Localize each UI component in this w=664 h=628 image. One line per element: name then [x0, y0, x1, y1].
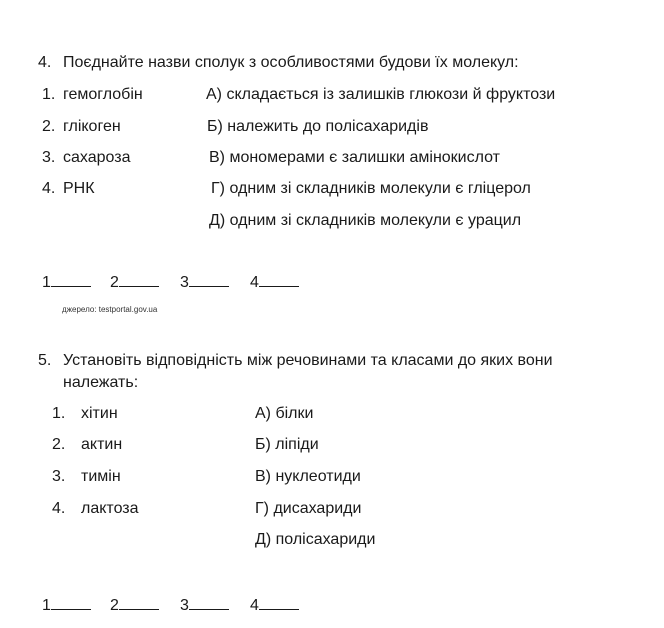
q4-option-d: Г) одним зі складників молекули є гліцерол [211, 180, 531, 197]
q5-option-d: Г) дисахариди [255, 500, 362, 517]
q4-question: Поєднайте назви сполук з особливостями будови їх молекул: [63, 54, 519, 71]
q5-answer-label-4: 4 [250, 597, 259, 614]
q5-answer-1[interactable] [42, 595, 91, 616]
q4-answer-4[interactable] [250, 272, 299, 293]
q5-option-a: А) білки [255, 405, 314, 422]
q4-left-num-2: 2. [42, 118, 56, 135]
q5-question-line-1: Установіть відповідність між речовинами та класами до яких вони [63, 352, 553, 369]
q4-answer-blank-3[interactable] [189, 272, 229, 287]
q4-left-num-3: 3. [42, 149, 56, 166]
q4-answer-label-4: 4 [250, 274, 259, 291]
q4-answer-1[interactable] [42, 272, 91, 293]
q4-answer-blank-1[interactable] [51, 272, 91, 287]
q4-left-item-2: глікоген [63, 118, 121, 135]
q5-answer-3[interactable] [180, 595, 229, 616]
q4-option-b: Б) належить до полісахаридів [207, 118, 429, 135]
q4-option-e: Д) одним зі складників молекули є урацил [209, 212, 522, 229]
q5-left-num-4: 4. [52, 500, 66, 517]
q4-answer-blank-4[interactable] [259, 272, 299, 287]
q5-answer-label-1: 1 [42, 597, 51, 614]
q5-answer-label-3: 3 [180, 597, 189, 614]
q5-option-e: Д) полісахариди [255, 531, 376, 548]
q4-answer-label-1: 1 [42, 274, 51, 291]
q5-left-num-3: 3. [52, 468, 66, 485]
source-note: джерело: testportal.gov.ua [62, 305, 158, 314]
q4-answer-label-3: 3 [180, 274, 189, 291]
q5-option-b: Б) ліпіди [255, 436, 319, 453]
q5-answer-blank-2[interactable] [119, 595, 159, 610]
q4-left-item-4: РНК [63, 180, 95, 197]
q5-left-item-2: актин [81, 436, 123, 453]
q5-answer-label-2: 2 [110, 597, 119, 614]
q5-option-c: В) нуклеотиди [255, 468, 361, 485]
q5-left-item-1: хітин [81, 405, 118, 422]
q5-left-num-1: 1. [52, 405, 66, 422]
q5-question-line-2: належать: [63, 374, 139, 391]
q4-left-num-4: 4. [42, 180, 56, 197]
q5-left-item-3: тимін [81, 468, 121, 485]
q5-left-item-4: лактоза [81, 500, 139, 517]
q5-answer-blank-1[interactable] [51, 595, 91, 610]
q4-left-item-3: сахароза [63, 149, 131, 166]
q5-answer-blank-3[interactable] [189, 595, 229, 610]
q5-left-num-2: 2. [52, 436, 66, 453]
q4-left-num-1: 1. [42, 86, 56, 103]
q4-option-c: В) мономерами є залишки амінокислот [209, 149, 501, 166]
q5-answer-blank-4[interactable] [259, 595, 299, 610]
q5-answer-4[interactable] [250, 595, 299, 616]
q4-answer-3[interactable] [180, 272, 229, 293]
q5-number: 5. [38, 352, 52, 369]
q4-answer-blank-2[interactable] [119, 272, 159, 287]
q4-answer-label-2: 2 [110, 274, 119, 291]
q4-number: 4. [38, 54, 52, 71]
q5-answer-2[interactable] [110, 595, 159, 616]
q4-option-a: А) складається із залишків глюкози й фруктози [206, 86, 556, 103]
q4-left-item-1: гемоглобін [63, 86, 143, 103]
q4-answer-2[interactable] [110, 272, 159, 293]
